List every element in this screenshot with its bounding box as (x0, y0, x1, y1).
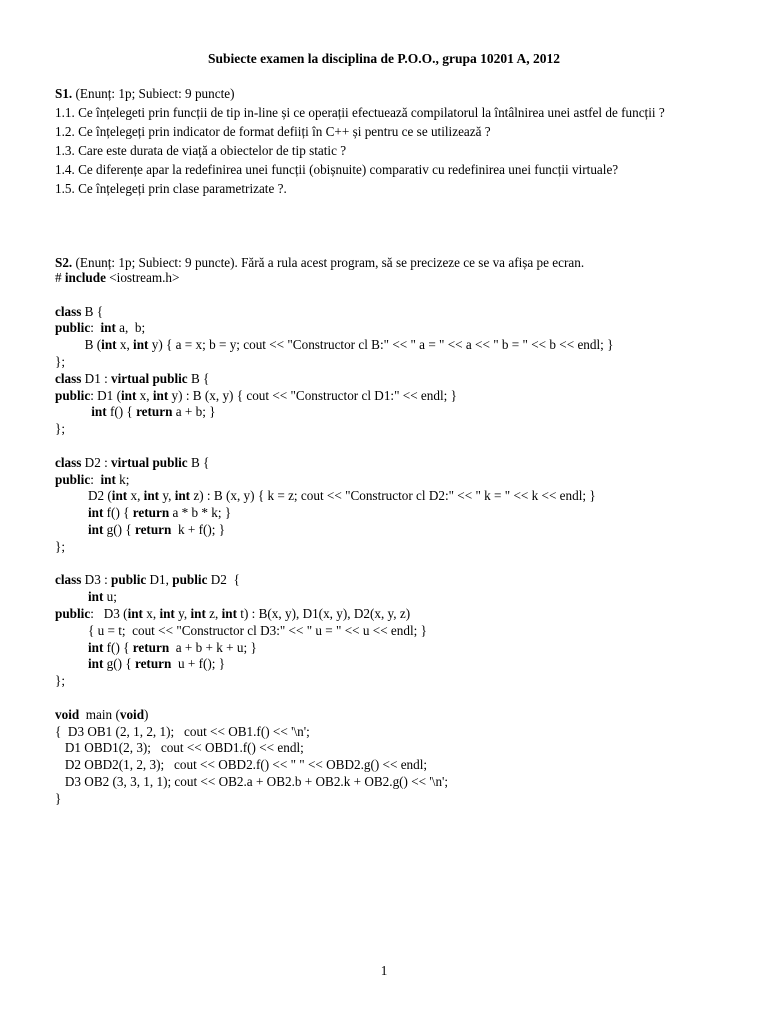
code-line: }; (55, 421, 65, 437)
code-line: class D2 : virtual public B { (55, 454, 210, 470)
s2-header (55, 254, 712, 271)
s2-header-text: (Enunț: 1p; Subiect: 9 puncte). Fără a rula acest program, să se precizeze ce se va afișa pe ecran. (72, 255, 585, 270)
code-listing (55, 270, 613, 808)
s1-item: 1.2. Ce înțelegeți prin indicator de format defiiți în C++ și pentru ce se utilizează ? (55, 124, 491, 139)
code-line (55, 556, 613, 573)
code-line: public: int k; (55, 471, 130, 487)
code-line: int f() { return a + b + k + u; } (87, 639, 257, 655)
s1-item: 1.1. Ce înțelegeti prin funcții de tip in-line și ce operații efectuează compilatorul la întâlnirea unei astfel de funcții ? (55, 105, 665, 120)
code-line: class D3 : public D1, public D2 { (55, 572, 240, 588)
code-line: { u = t; cout << "Constructor cl D3:" << " u = " << u << endl; } (55, 622, 427, 638)
code-line: { D3 OB1 (2, 1, 2, 1); cout << OB1.f() << '\n'; (55, 723, 310, 739)
code-line: int g() { return k + f(); } (87, 521, 226, 537)
code-line: }; (55, 353, 65, 369)
code-line: public: D1 (int x, int y) : B (x, y) { cout << "Constructor cl D1:" << endl; } (55, 387, 457, 403)
code-line: void main (void) (55, 706, 149, 722)
code-line: public: D3 (int x, int y, int z, int t) : B(x, y), D1(x, y), D2(x, y, z) (55, 605, 411, 621)
code-line: int u; (87, 589, 117, 605)
page-number: 1 (380, 963, 388, 978)
s1-item: 1.4. Ce diferențe apar la redefinirea unei funcții (obișnuite) comparativ cu redefinirea unei funcții virtuale? (55, 162, 619, 177)
code-line: }; (55, 538, 65, 554)
code-line: D2 OBD2(1, 2, 3); cout << OBD2.f() << " " << OBD2.g() << endl; (55, 757, 428, 773)
document-title: Subiecte examen la disciplina de P.O.O., grupa 10201 A, 2012 (207, 51, 561, 66)
code-line (55, 690, 613, 707)
s1-item: 1.5. Ce înțelegeți prin clase parametrizate ?. (55, 181, 287, 196)
code-line: }; (55, 673, 65, 689)
code-line: D1 OBD1(2, 3); cout << OBD1.f() << endl; (55, 740, 304, 756)
code-line: int f() { return a + b; } (91, 404, 216, 420)
s1-header (55, 85, 712, 102)
section-s1 (55, 85, 712, 197)
code-line: D3 OB2 (3, 3, 1, 1); cout << OB2.a + OB2.b + OB2.k + OB2.g() << '\n'; (55, 773, 449, 789)
code-line: class B { (55, 303, 104, 319)
code-line (55, 287, 613, 304)
code-line: D2 (int x, int y, int z) : B (x, y) { k = z; cout << "Constructor cl D2:" << " k = " << k << endl; } (55, 488, 596, 504)
s2-label: S2. (55, 255, 73, 270)
code-line: int f() { return a * b * k; } (87, 505, 232, 521)
code-line: # include <iostream.h> (55, 270, 180, 285)
code-line: B (int x, int y) { a = x; b = y; cout << "Constructor cl B:" << " a = " << a << " b = " << b << endl; } (55, 337, 614, 353)
s1-label: S1. (55, 86, 73, 101)
s1-item: 1.3. Care este durata de viață a obiectelor de tip static ? (55, 143, 347, 158)
code-line: public: int a, b; (55, 320, 146, 336)
section-s2-header (55, 254, 712, 271)
s1-header-text: (Enunț: 1p; Subiect: 9 puncte) (72, 86, 235, 101)
code-line: int g() { return u + f(); } (87, 656, 226, 672)
code-line: class D1 : virtual public B { (55, 370, 210, 386)
code-line (55, 438, 613, 455)
code-line: } (55, 790, 62, 806)
